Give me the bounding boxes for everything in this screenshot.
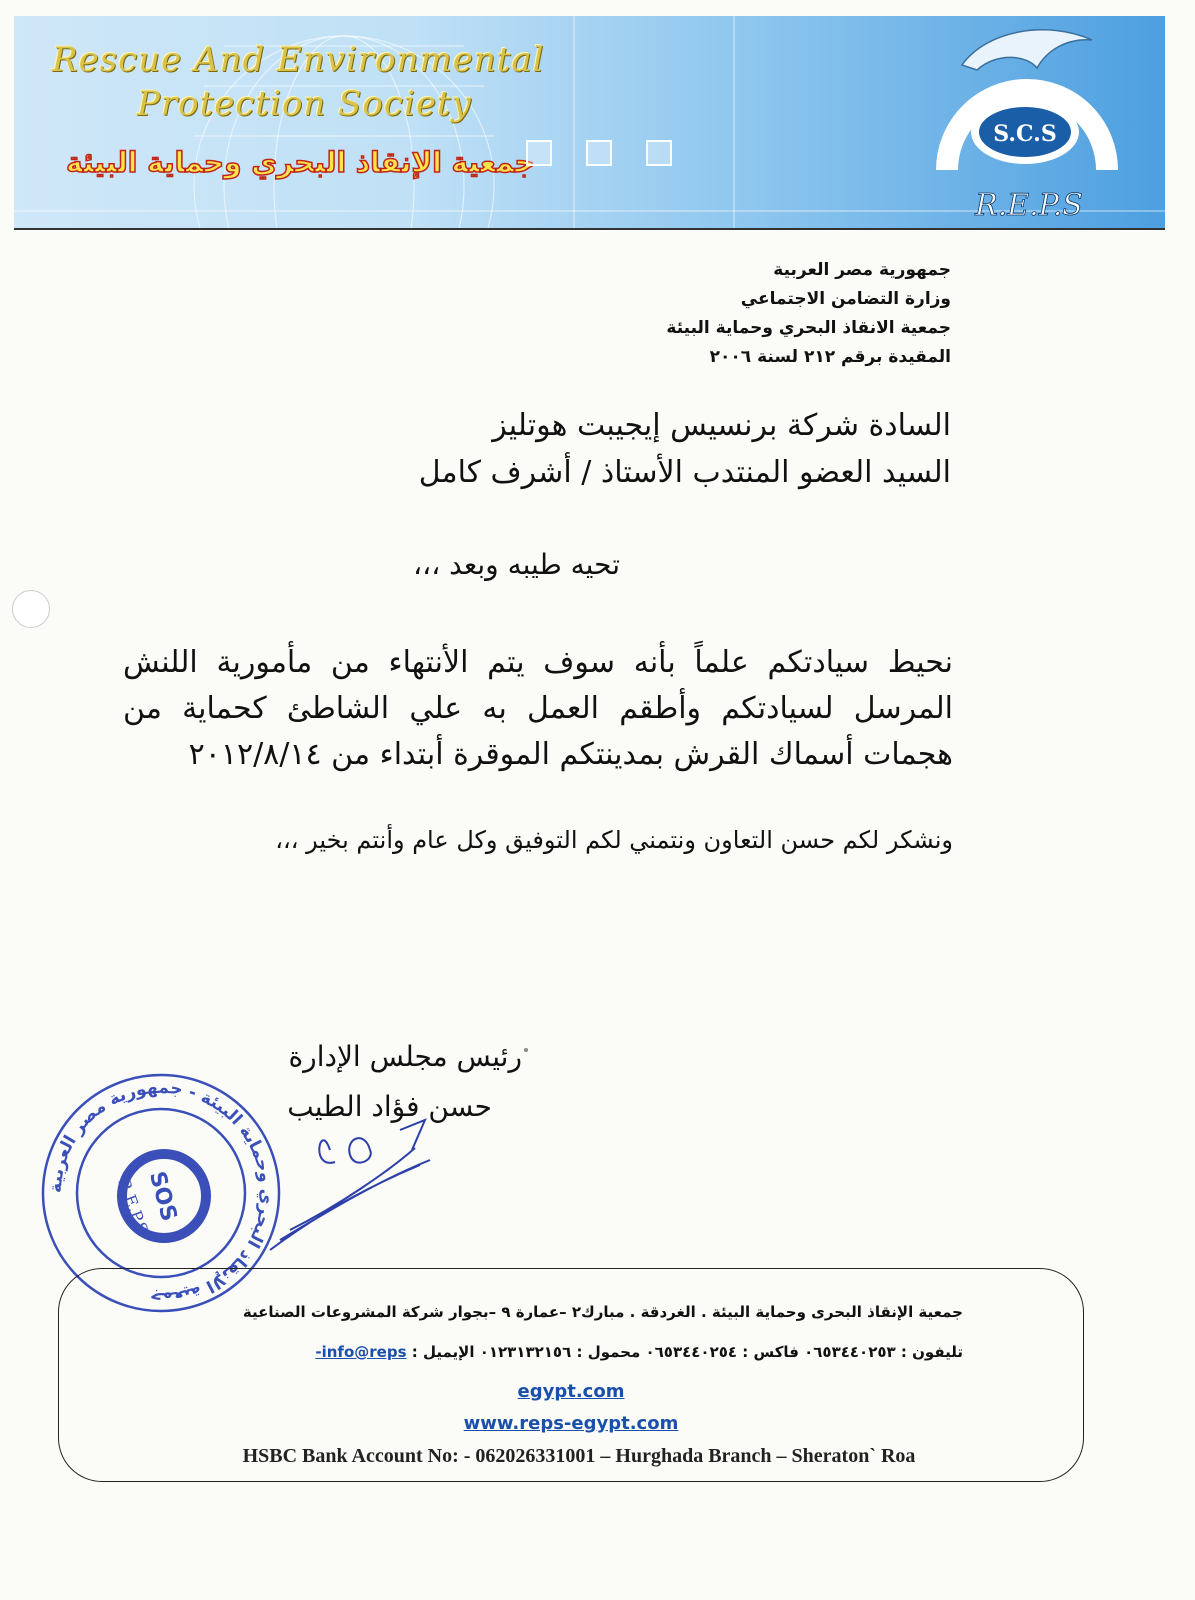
square-icon bbox=[586, 140, 612, 166]
org-line-country: جمهورية مصر العربية bbox=[773, 260, 951, 280]
footer-contact-box bbox=[58, 1268, 1084, 1482]
footer-website-link[interactable]: www.reps-egypt.com bbox=[463, 1413, 679, 1434]
footer-bank-account: HSBC Bank Account No: - 062026331001 – Hurghada Branch – Sheraton` Roa bbox=[242, 1445, 916, 1467]
footer-email-domain[interactable]: egypt.com bbox=[517, 1381, 625, 1402]
punch-hole bbox=[12, 590, 50, 628]
english-title-line2: Protection Society bbox=[137, 84, 472, 124]
logo-badge-text: S.C.S bbox=[993, 121, 1057, 147]
addressee-company: السادة شركة برنسيس إيجيبت هوتليز bbox=[492, 408, 951, 443]
signatory-name: حسن فؤاد الطيب bbox=[287, 1090, 492, 1123]
dolphin-icon bbox=[962, 30, 1092, 70]
english-title-line1: Rescue And Environmental bbox=[52, 40, 545, 80]
addressee-person: السيد العضو المنتدب الأستاذ / أشرف كامل bbox=[418, 455, 951, 490]
english-title bbox=[52, 38, 545, 126]
reps-dolphin-logo bbox=[907, 20, 1139, 225]
footer-phones bbox=[63, 1343, 963, 1361]
stamp-ring-text: جمعية الإنقاذ البحري وحماية البيئة - جمهورية مصر العربية bbox=[45, 1077, 277, 1309]
arabic-title: جمعية الإنقاذ البحري وحماية البيئة bbox=[66, 146, 535, 179]
org-line-society: جمعية الانقاذ البحري وحماية البيئة bbox=[666, 318, 951, 338]
square-icon bbox=[526, 140, 552, 166]
logo-letters: R.E.P.S bbox=[975, 188, 1083, 223]
greeting: تحيه طيبه وبعد ،،، bbox=[413, 548, 620, 581]
org-line-registration: المقيدة برقم ٢١٢ لسنة ٢٠٠٦ bbox=[709, 347, 951, 367]
decorative-squares bbox=[526, 140, 706, 170]
scan-speck bbox=[524, 1048, 528, 1052]
org-line-ministry: وزارة التضامن الاجتماعي bbox=[740, 289, 951, 309]
stamp-sos-text: SOS bbox=[143, 1168, 182, 1224]
addressee-block bbox=[251, 402, 951, 496]
body-paragraph: نحيط سيادتكم علماً بأنه سوف يتم الأنتهاء من مأمورية اللنش المرسل لسيادتكم وأطقم العمل به علي الشاطئ كحماية من هجمات أسماك القرش بمدينتكم الموقرة أبتداء من ٢٠١٢/٨/١٤ bbox=[123, 645, 953, 772]
signatory-title: رئيس مجلس الإدارة bbox=[288, 1040, 522, 1073]
footer-address: جمعية الإنقاذ البحرى وحماية البيئة . الغردقة . مبارك٢ –عمارة ٩ –بجوار شركة المشروعات الصناعية bbox=[242, 1303, 963, 1321]
closing-thanks: ونشكر لكم حسن التعاون ونتمني لكم التوفيق وكل عام وأنتم بخير ،،، bbox=[275, 826, 953, 854]
letterhead-banner bbox=[14, 16, 1165, 230]
square-icon bbox=[646, 140, 672, 166]
organization-block bbox=[551, 256, 951, 372]
footer-phone-numbers: تليفون : ٠٦٥٣٤٤٠٢٥٣ فاكس : ٠٦٥٣٤٤٠٢٥٤ محمول : ٠١٢٣١٣٢١٥٦ الإيميل : bbox=[406, 1343, 963, 1361]
stamp-reps-text: R.E.P.S bbox=[114, 1175, 152, 1237]
footer-email-link[interactable]: info@reps- bbox=[315, 1343, 407, 1361]
